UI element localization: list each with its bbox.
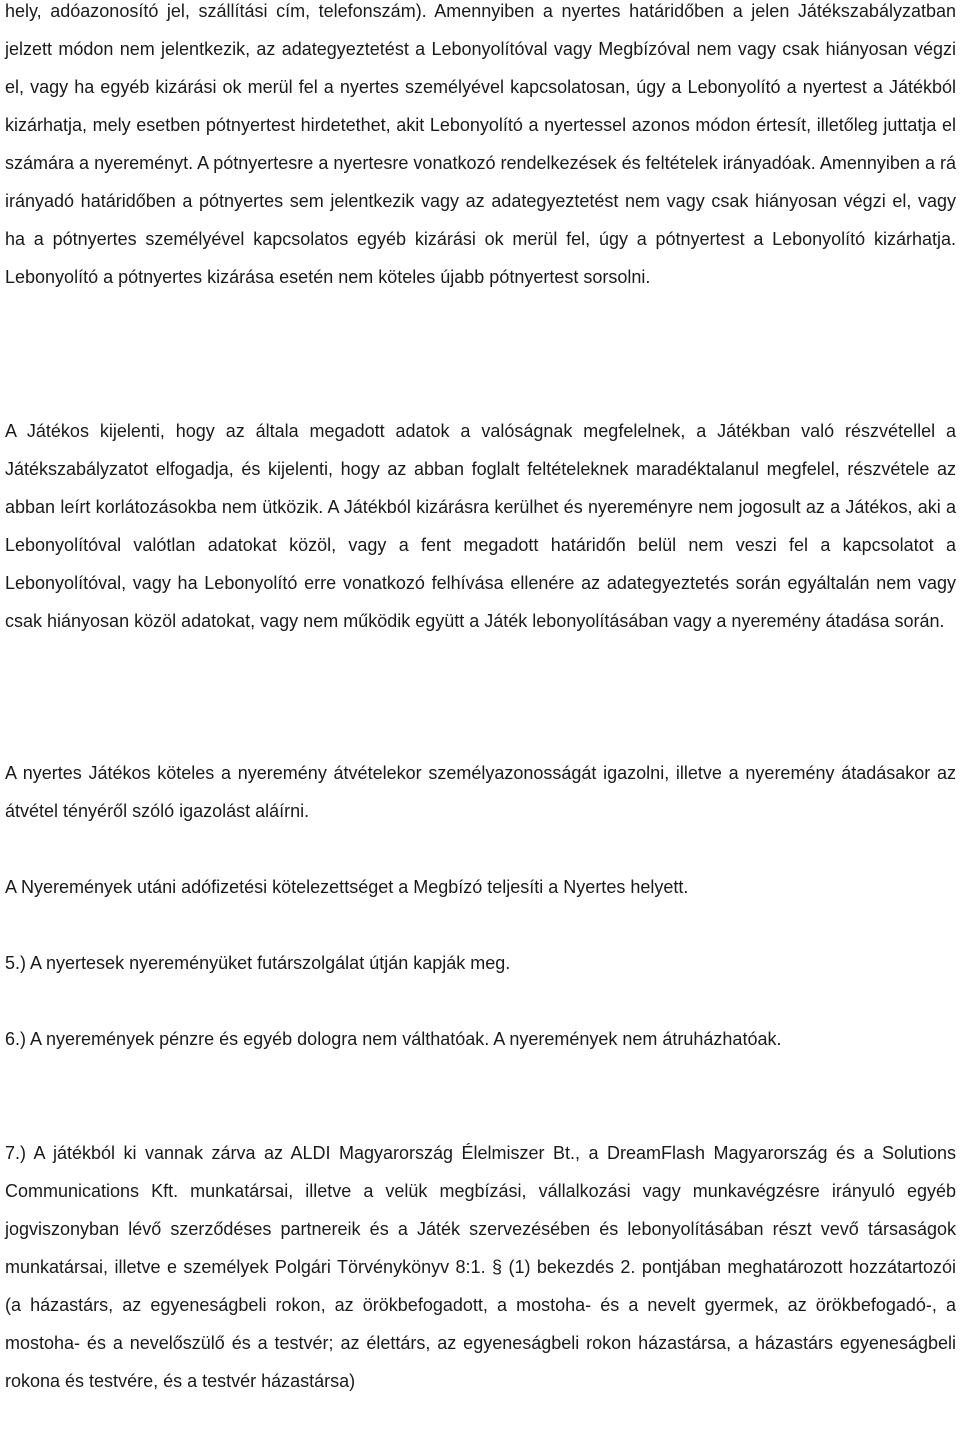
paragraph-section-7-excluded-persons: 7.) A játékból ki vannak zárva az ALDI Magyarország Élelmiszer Bt., a DreamFlash Magyarország és a Solutions Communications Kft. munkatársai, illetve a velük megbízási, vállalkozási vagy munkavégzésre irányuló egyéb jogviszonyban lévő szerződéses partnereik és a Játék szervezésében és lebonyolításában részt vevő társaságok munkatársai, illetve e személyek Polgári Törvénykönyv 8:1. § (1) bekezdés 2. pontjában meghatározott hozzátartozói (a házastárs, az egyeneságbeli rokon, az örökbefogadott, a mostoha- és a nevelt gyermek, az örökbefogadó-, a mostoha- és a nevelőszülő és a testvér; az élettárs, az egyeneságbeli rokon házastársa, a házastárs egyeneságbeli rokona és testvére, és a testvér házastársa)	[5, 1143, 956, 1391]
paragraph-winner-exclusion: hely, adóazonosító jel, szállítási cím, telefonszám). Amennyiben a nyertes határidőben a jelen Játékszabályzatban jelzett módon nem jelentkezik, az adategyeztetést a Lebonyolítóval vagy Megbízóval nem vagy csak hiányosan végzi el, vagy ha egyéb kizárási ok merül fel a nyertes személyével kapcsolatosan, úgy a Lebonyolító a nyertest a Játékból kizárhatja, mely esetben pótnyertest hirdetethet, akit Lebonyolító a nyertessel azonos módon értesít, illetőleg juttatja el számára a nyereményt. A pótnyertesre a nyertesre vonatkozó rendelkezések és feltételek irányadóak. Amennyiben a rá irányadó határidőben a pótnyertes sem jelentkezik vagy az adategyeztetést nem vagy csak hiányosan végzi el, vagy ha a pótnyertes személyével kapcsolatos egyéb kizárási ok merül fel, úgy a pótnyertest a Lebonyolító kizárhatja. Lebonyolító a pótnyertes kizárása esetén nem köteles újabb pótnyertest sorsolni.	[5, 1, 956, 287]
paragraph-section-6-non-transferable: 6.) A nyeremények pénzre és egyéb dologra nem válthatóak. A nyeremények nem átruházhatóak.	[5, 1029, 782, 1049]
paragraph-player-declaration: A Játékos kijelenti, hogy az általa megadott adatok a valóságnak megfelelnek, a Játékban való részvétellel a Játékszabályzatot elfogadja, és kijelenti, hogy az abban foglalt feltételeknek maradéktalanul megfelel, részvétele az abban leírt korlátozásokba nem ütközik. A Játékból kizárásra kerülhet és nyereményre nem jogosult az a Játékos, aki a Lebonyolítóval valótlan adatokat közöl, vagy a fent megadott határidőn belül nem veszi fel a kapcsolatot a Lebonyolítóval, vagy ha Lebonyolító erre vonatkozó felhívása ellenére az adategyeztetés során egyáltalán nem vagy csak hiányosan közöl adatokat, vagy nem működik együtt a Játék lebonyolításában vagy a nyeremény átadása során.	[5, 421, 956, 631]
paragraph-identity-verification: A nyertes Játékos köteles a nyeremény átvételekor személyazonosságát igazolni, illetve a nyeremény átadásakor az átvétel tényéről szóló igazolást aláírni.	[5, 763, 956, 821]
paragraph-tax-obligation: A Nyeremények utáni adófizetési kötelezettséget a Megbízó teljesíti a Nyertes helyett.	[5, 877, 689, 897]
paragraph-section-5-delivery: 5.) A nyertesek nyereményüket futárszolgálat útján kapják meg.	[5, 953, 511, 973]
